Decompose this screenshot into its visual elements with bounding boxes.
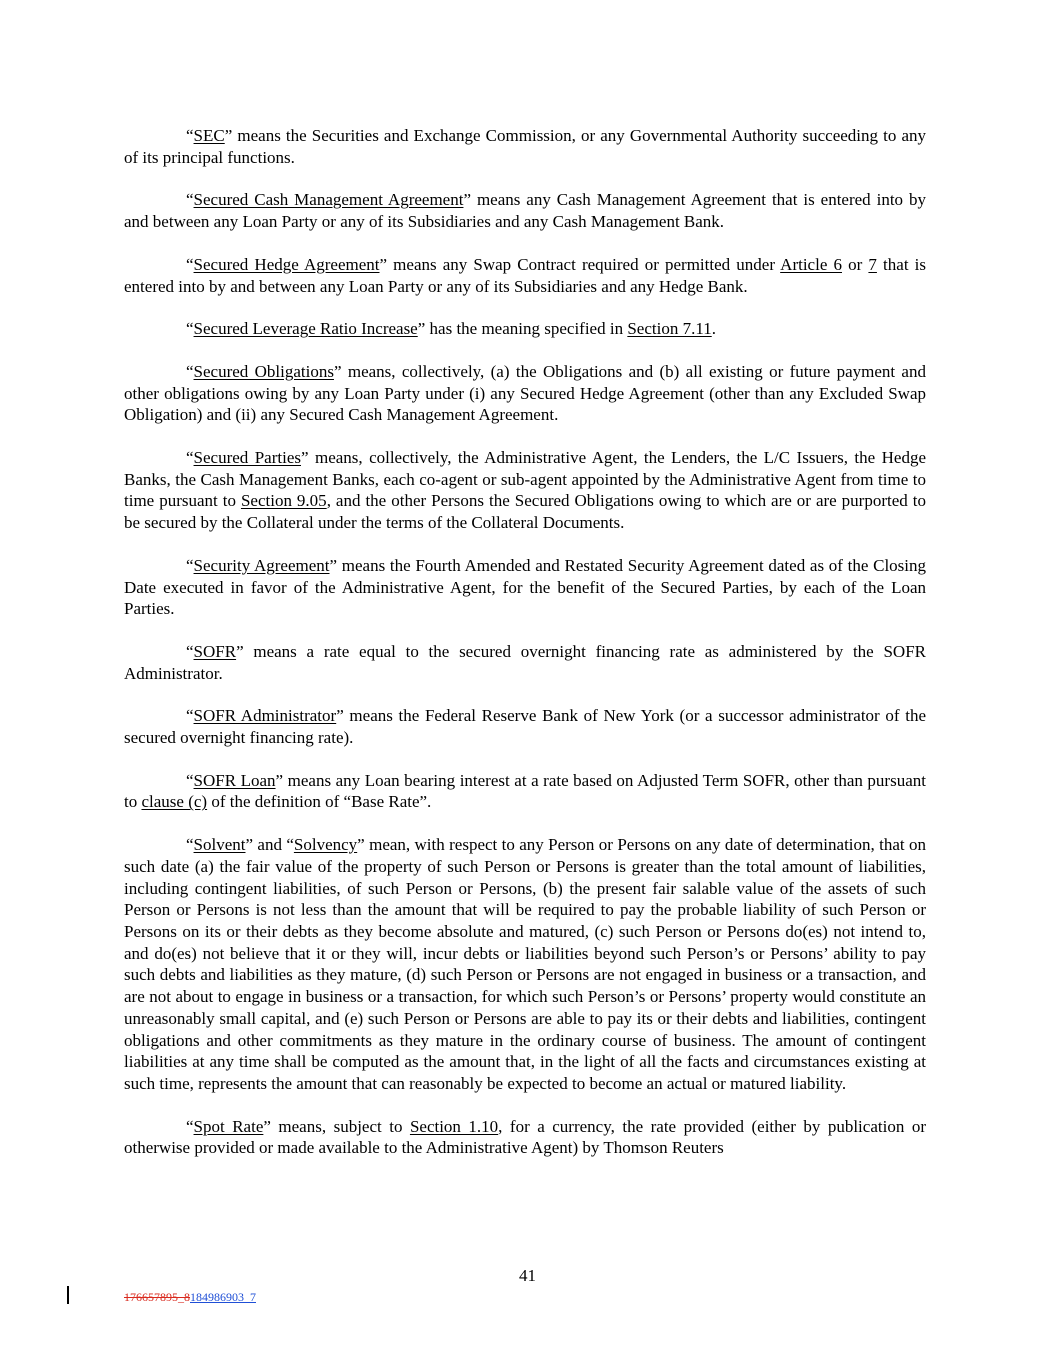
cross-reference: Article 6 [780,254,842,274]
definition-text: ” means any Cash Management Agreement that is entered into by and between any Loan Party or any of its Subsidiaries and any Cash Management Bank. [124,190,926,232]
open-quote: “ [186,448,194,468]
defined-term: SEC [193,126,225,145]
definition-text: ” mean, with respect to any Person or Persons on any date of determination, that on such date (a) the fair value of the property of such Person or Persons is greater than the total amount of liabilities, including contingent liabilities, of such Person or Persons, (b) the present fair salable value of the assets of such Person or Persons is not less than the amount that will be required to pay the probable liability of such Person or Persons on its or their debts as they become absolute and matured, (c) such Person or Persons do(es) not intend to, and do(es) not believe that it or they will, incur debts or liabilities beyond such Person’s or Persons’ ability to pay such debts and liabilities as they mature, (d) such Person or Persons are not engaged in business or a transaction, and are not about to engage in business or a transaction, for which such Person’s or Persons’ property would constitute an unreasonably small capital, and (e) such Person or Persons are able to pay its or their debts and liabilities, contingent obligations and other commitments as they mature in the ordinary course of business. The amount of contingent liabilities at any time shall be computed as the amount that, in the light of all the facts and circumstances existing at such time, represents the amount that can reasonably be expected to become an actual or matured liability. [124,835,926,1093]
defined-term: Secured Parties [193,448,301,468]
defined-term: SOFR Loan [193,770,276,790]
open-quote: “ [186,641,194,661]
defined-term: Secured Leverage Ratio Increase [193,319,418,339]
definition-sofr-loan [124,770,926,813]
definition-sec [124,125,926,168]
definition-text: . [711,319,716,339]
defined-term: Secured Obligations [193,361,334,381]
defined-term: SOFR Administrator [193,706,337,726]
definition-secured-obligations [124,361,926,426]
definition-text: ” means the Securities and Exchange Commission, or any Governmental Authority succeeding to any of its principal functions. [124,126,926,167]
definition-secured-cash-management-agreement [124,189,926,232]
definition-sofr [124,641,926,684]
definition-text: ” and “ [245,835,294,855]
document-id-inserted: 184986903_7 [190,1290,256,1304]
change-bar [67,1286,69,1304]
open-quote: “ [186,835,194,855]
cross-reference: Section 9.05 [240,491,327,511]
document-id-deleted: 176657895_8 [124,1290,190,1304]
definition-spot-rate [124,1116,926,1159]
definition-text: ” means any Loan bearing interest at a rate based on Adjusted Term SOFR, other than pursuant to [124,770,926,812]
definition-text: ” means the Federal Reserve Bank of New York (or a successor administrator of the secured overnight financing rate). [124,706,927,748]
open-quote: “ [186,770,194,790]
cross-reference: Section 1.10 [409,1116,499,1136]
page-number: 41 [519,1266,536,1285]
definition-text: , for a currency, the rate provided (either by publication or otherwise provided or made available to the Administrative Agent) by Thomson Reuters [124,1116,926,1158]
definition-secured-parties [124,447,926,534]
definition-sofr-administrator [124,705,926,748]
cross-reference: Section 7.11 [627,319,712,339]
defined-term: Secured Hedge Agreement [193,254,380,274]
open-quote: “ [186,361,194,381]
open-quote: “ [186,555,194,575]
open-quote: “ [186,190,194,210]
open-quote: “ [186,254,194,274]
definition-text: ” has the meaning specified in [417,319,628,339]
open-quote: “ [186,319,194,339]
document-body [124,125,926,1180]
definition-text: or [842,254,869,274]
open-quote: “ [186,706,194,726]
cross-reference: 7 [868,254,877,274]
definition-text: ” means, collectively, (a) the Obligations and (b) all existing or future payment and other obligations owing by any Loan Party under (i) any Secured Hedge Agreement (other than any Excluded Swap Obligation) and (ii) any Secured Cash Management Agreement. [124,361,926,425]
open-quote: “ [186,1116,194,1136]
definition-text: ” means, subject to [263,1116,410,1136]
definition-text: ” means, collectively, the Administrative Agent, the Lenders, the L/C Issuers, the Hedge Banks, the Cash Management Banks, each co-agent or sub-agent appointed by the Administrative Agent from time to time pursuant to [124,448,926,511]
cross-reference: clause (c) [141,792,208,812]
definition-secured-hedge-agreement [124,254,926,297]
definition-text: ” means any Swap Contract required or permitted under [379,254,781,274]
definition-text: of the definition of “Base Rate”. [207,792,432,812]
definition-solvent [124,834,926,1094]
defined-term: SOFR [193,641,237,661]
defined-term: Security Agreement [193,555,330,575]
defined-term: Solvent [193,835,246,855]
definition-text: , and the other Persons the Secured Obligations owing to which are or are purported to be secured by the Collateral under the terms of the Collateral Documents. [124,491,926,533]
definition-text: that is entered into by and between any Loan Party or any of its Subsidiaries and any Hedge Bank. [124,254,927,296]
definition-text: ” means a rate equal to the secured overnight financing rate as administered by the SOFR Administrator. [124,641,926,683]
defined-term: Spot Rate [193,1116,264,1136]
definition-secured-leverage-ratio-increase [124,318,926,340]
defined-term: Solvency [293,835,358,855]
definition-text: ” means the Fourth Amended and Restated Security Agreement dated as of the Closing Date executed in favor of the Administrative Agent, for the benefit of the Secured Parties, by each of the Loan Parties. [124,555,926,619]
definition-security-agreement [124,555,926,620]
defined-term: Secured Cash Management Agreement [193,190,464,210]
open-quote: “ [186,126,194,145]
document-id [124,1290,256,1305]
